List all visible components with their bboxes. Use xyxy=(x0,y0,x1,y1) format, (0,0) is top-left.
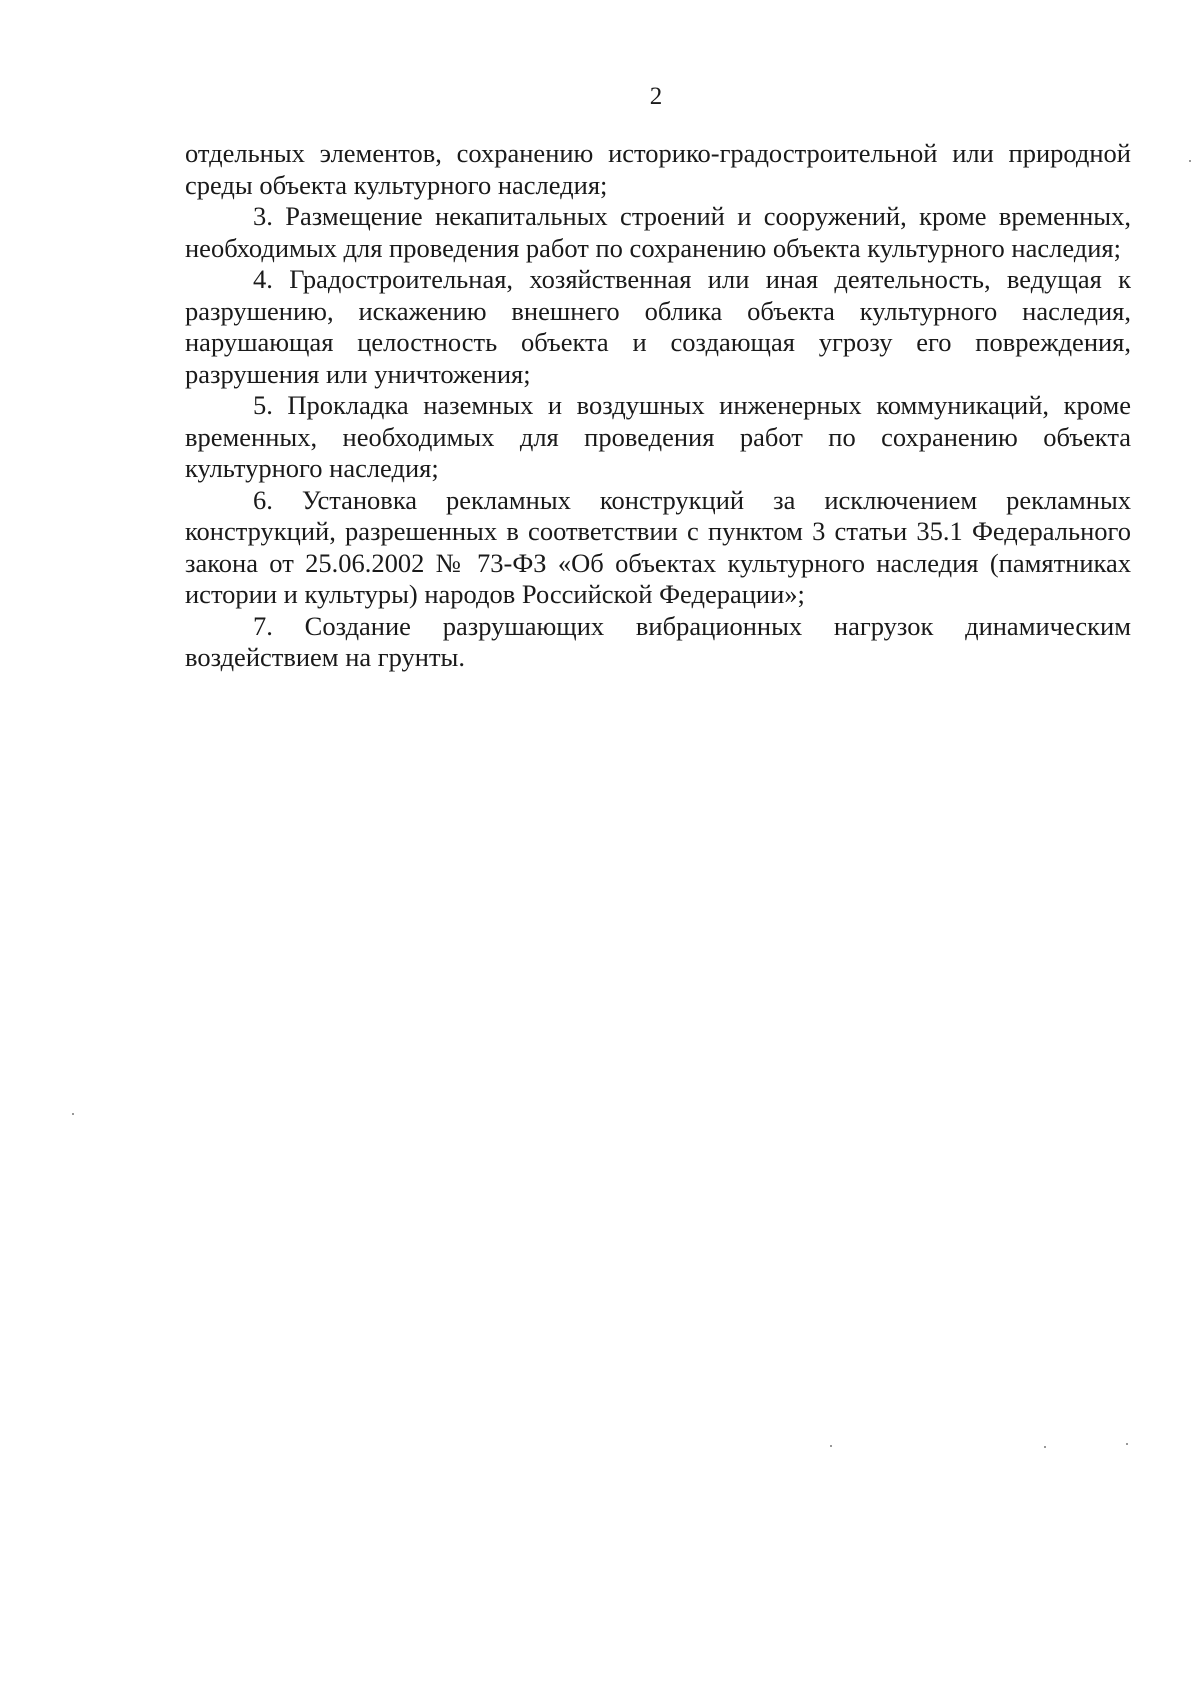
list-item-6: 6. Установка рекламных конструкций за исключением рекламных конструкций, разрешенных в соответствии с пунктом 3 статьи 35.1 Федерального закона от 25.06.2002 № 73-ФЗ «Об объектах культурного наследия (памятниках истории и культуры) народов Российской Федерации»; xyxy=(185,484,1131,609)
scan-speck xyxy=(1126,1443,1128,1445)
scan-speck xyxy=(830,1445,832,1447)
document-body xyxy=(185,138,1131,674)
list-item-3: 3. Размещение некапитальных строений и сооружений, кроме временных, необходимых для проведения работ по сохранению объекта культурного наследия; xyxy=(185,201,1131,263)
scan-speck xyxy=(72,1113,74,1115)
page-number: 2 xyxy=(649,83,663,110)
list-item-4: 4. Градостроительная, хозяйственная или иная деятельность, ведущая к разрушению, искажению внешнего облика объекта культурного наследия, нарушающая целостность объекта и создающая угрозу его повреждения, разрушения или уничтожения; xyxy=(185,264,1131,389)
scan-speck xyxy=(1189,160,1191,162)
scan-speck xyxy=(1044,1446,1046,1448)
paragraph-continuation: отдельных элементов, сохранению историко-градостроительной или природной среды объекта культурного наследия; xyxy=(185,138,1131,200)
list-item-5: 5. Прокладка наземных и воздушных инженерных коммуникаций, кроме временных, необходимых для проведения работ по сохранению объекта культурного наследия; xyxy=(185,390,1131,483)
list-item-7: 7. Создание разрушающих вибрационных нагрузок динамическим воздействием на грунты. xyxy=(185,610,1131,672)
